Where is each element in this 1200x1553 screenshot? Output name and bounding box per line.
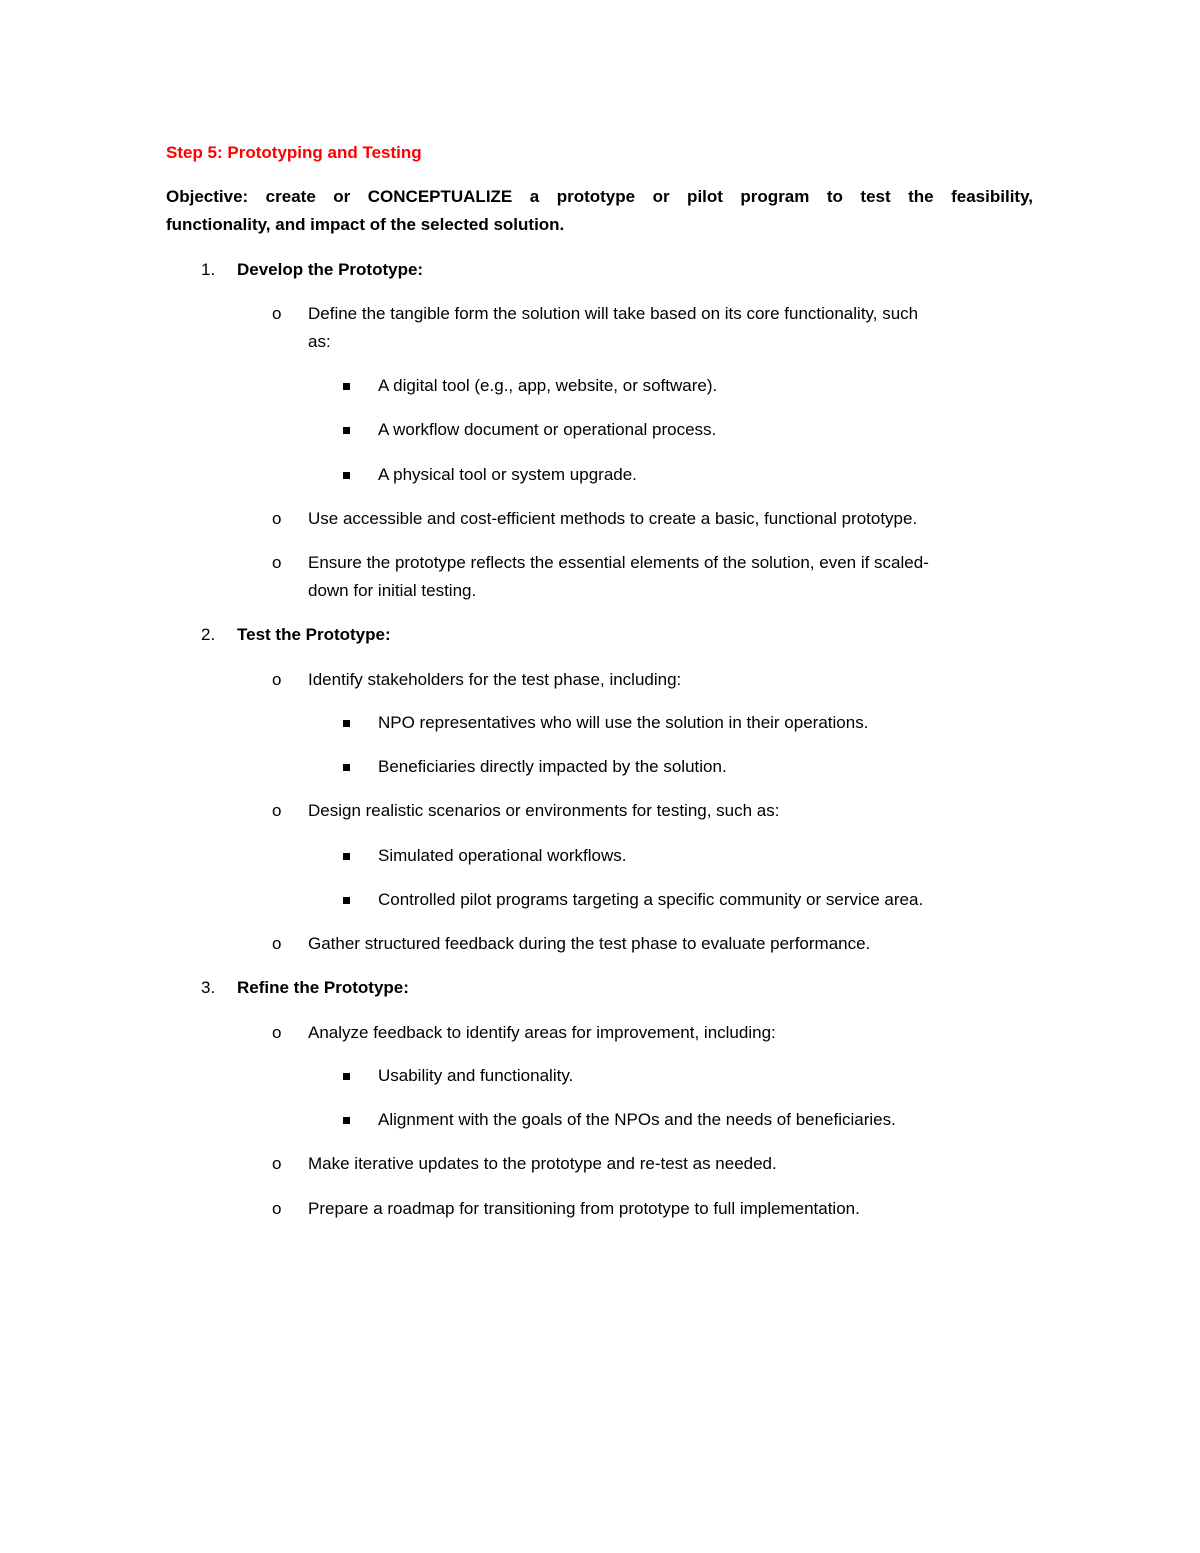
circle-bullet-icon: o	[272, 553, 282, 572]
square-bullet-icon	[343, 853, 350, 860]
circle-bullet-icon: o	[272, 304, 282, 323]
section-heading: Refine the Prototype:	[237, 978, 409, 997]
circle-bullet-icon: o	[272, 1023, 282, 1042]
circle-bullet-icon: o	[272, 670, 282, 689]
square-bullet-icon	[343, 764, 350, 771]
section-number: 2.	[201, 625, 216, 644]
circle-bullet-icon: o	[272, 1154, 282, 1173]
sub-list-item: Usability and functionality.	[378, 1066, 574, 1085]
list-item: Analyze feedback to identify areas for improvement, including:	[308, 1023, 776, 1042]
objective-line-2: functionality, and impact of the selected solution.	[166, 215, 565, 234]
circle-bullet-icon: o	[272, 509, 282, 528]
section-heading: Test the Prototype:	[237, 625, 391, 644]
list-item: Make iterative updates to the prototype and re-test as needed.	[308, 1154, 777, 1173]
sub-list-item: A workflow document or operational process.	[378, 420, 717, 439]
sub-list-item: Simulated operational workflows.	[378, 846, 627, 865]
section-heading: Develop the Prototype:	[237, 260, 424, 279]
list-item: Prepare a roadmap for transitioning from prototype to full implementation.	[308, 1199, 860, 1218]
sub-list-item: A physical tool or system upgrade.	[378, 465, 637, 484]
square-bullet-icon	[343, 1117, 350, 1124]
list-item: Define the tangible form the solution will take based on its core functionality, such	[308, 304, 919, 323]
objective-line-1: Objective: create or CONCEPTUALIZE a prototype or pilot program to test the feasibility,	[166, 187, 1033, 206]
circle-bullet-icon: o	[272, 801, 282, 820]
square-bullet-icon	[343, 427, 350, 434]
sub-list-item: Alignment with the goals of the NPOs and the needs of beneficiaries.	[378, 1110, 896, 1129]
list-item: Use accessible and cost-efficient methods to create a basic, functional prototype.	[308, 509, 918, 528]
sub-list-item: Beneficiaries directly impacted by the solution.	[378, 757, 727, 776]
square-bullet-icon	[343, 720, 350, 727]
sub-list-item: NPO representatives who will use the solution in their operations.	[378, 713, 869, 732]
list-item: Identify stakeholders for the test phase, including:	[308, 670, 682, 689]
list-item: Gather structured feedback during the test phase to evaluate performance.	[308, 934, 871, 953]
list-item: down for initial testing.	[308, 581, 477, 600]
list-item: as:	[308, 332, 331, 351]
list-item: Design realistic scenarios or environments for testing, such as:	[308, 801, 780, 820]
sub-list-item: A digital tool (e.g., app, website, or software).	[378, 376, 718, 395]
list-item: Ensure the prototype reflects the essential elements of the solution, even if scaled-	[308, 553, 929, 572]
square-bullet-icon	[343, 383, 350, 390]
circle-bullet-icon: o	[272, 1199, 282, 1218]
section-number: 1.	[201, 260, 216, 279]
square-bullet-icon	[343, 1073, 350, 1080]
circle-bullet-icon: o	[272, 934, 282, 953]
section-number: 3.	[201, 978, 216, 997]
square-bullet-icon	[343, 897, 350, 904]
square-bullet-icon	[343, 472, 350, 479]
sub-list-item: Controlled pilot programs targeting a specific community or service area.	[378, 890, 924, 909]
page-title: Step 5: Prototyping and Testing	[166, 143, 422, 162]
